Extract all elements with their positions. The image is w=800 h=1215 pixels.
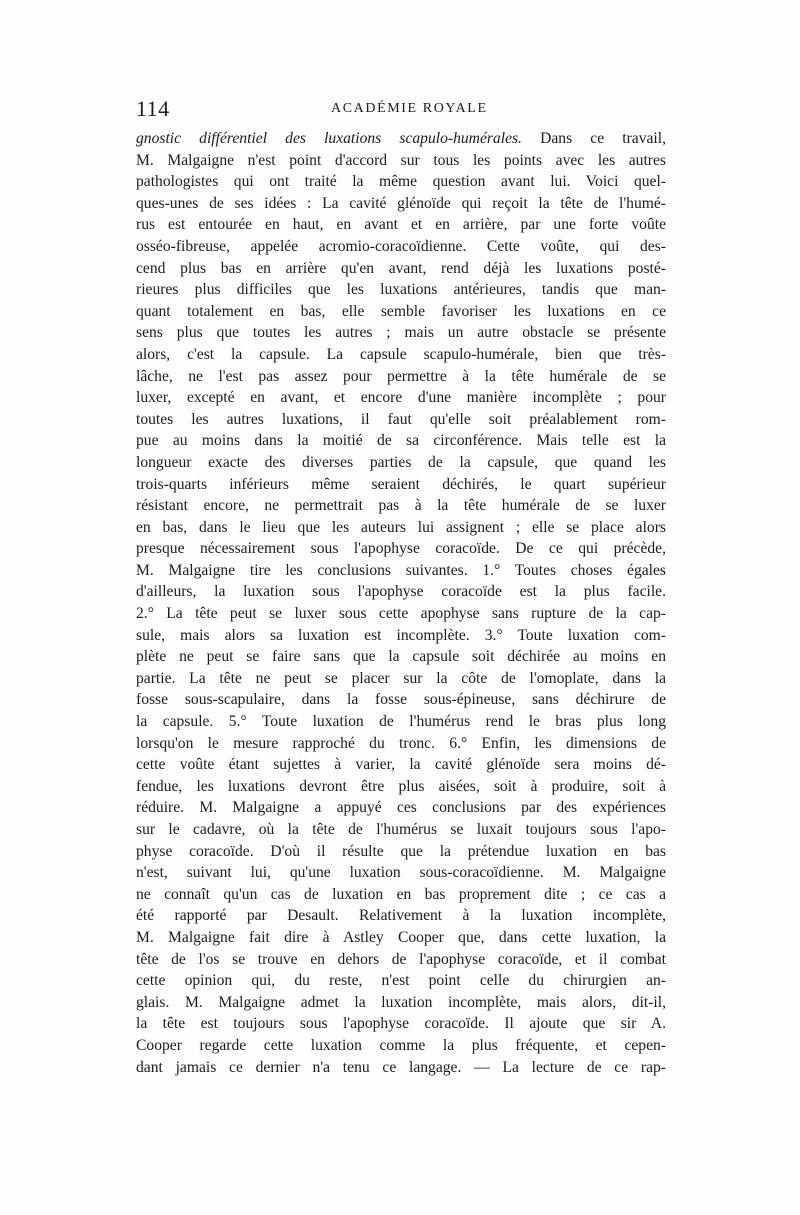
text-line-3: pathologistes qui ont traité la même question avant lui. Voici quel-: [136, 173, 666, 191]
page-number: 114: [136, 96, 170, 121]
text-line-40: cette opinion qui, du reste, n'est point celle du chirurgien an-: [136, 972, 666, 990]
text-line-34: physe coracoïde. D'où il résulte que la prétendue luxation en bas: [136, 842, 666, 860]
header-title: ACADÉMIE ROYALE: [331, 101, 488, 116]
text-line-21: M. Malgaigne tire les conclusions suivantes. 1.° Toutes choses égales: [136, 561, 666, 579]
text-line-18: résistant encore, ne permettrait pas à la tête humérale de se luxer: [136, 497, 666, 515]
text-line-8: rieures plus difficiles que les luxations antérieures, tandis que man-: [136, 281, 666, 299]
text-line-26: partie. La tête ne peut se placer sur la côte de l'omoplate, dans la: [136, 669, 666, 687]
text-line-7: cend plus bas en arrière qu'en avant, rend déjà les luxations posté-: [136, 259, 666, 277]
text-line-41: glais. M. Malgaigne admet la luxation incomplète, mais alors, dit-il,: [136, 993, 666, 1011]
text-line-22: d'ailleurs, la luxation sous l'apophyse coracoïde est la plus facile.: [136, 583, 666, 601]
text-line-6: osséo-fibreuse, appelée acromio-coracoïdienne. Cette voûte, qui des-: [136, 237, 666, 255]
text-line-27: fosse sous-scapulaire, dans la fosse sous-épineuse, sans déchirure de: [136, 691, 666, 709]
text-line-33: sur le cadavre, où la tête de l'humérus se luxait toujours sous l'apo-: [136, 821, 666, 838]
text-line-38: M. Malgaigne fait dire à Astley Cooper que, dans cette luxation, la: [136, 928, 666, 946]
italic-phrase: gnostic différentiel des luxations scapulo-humérales.: [136, 130, 522, 147]
text-line-31: fendue, les luxations devront être plus aisées, soit à produire, soit à: [136, 777, 666, 795]
text-line-4: ques-unes de ses idées : La cavité glénoïde qui reçoit la tête de l'humé-: [136, 194, 666, 212]
running-head: [136, 96, 660, 124]
text-line-30: cette voûte étant sujettes à varier, la cavité glénoïde sera moins dé-: [136, 756, 666, 774]
first-line-rest: Dans ce travail,: [521, 130, 666, 147]
text-line-44: dant jamais ce dernier n'a tenu ce langage. — La lecture de ce rap-: [136, 1058, 666, 1076]
text-line-15: pue au moins dans la moitié de sa circonférence. Mais telle est la: [136, 432, 666, 450]
text-line-17: trois-quarts inférieurs même seraient déchirés, le quart supérieur: [136, 475, 666, 493]
text-line-36: ne connaît qu'un cas de luxation en bas proprement dite ; ce cas a: [136, 885, 666, 903]
text-line-19: en bas, dans le lieu que les auteurs lui assignent ; elle se place alors: [136, 518, 666, 536]
text-line-20: presque nécessairement sous l'apophyse coracoïde. De ce qui précède,: [136, 540, 666, 558]
text-line-14: toutes les autres luxations, il faut qu'elle soit préalablement rom-: [136, 410, 666, 428]
text-line-37: été rapporté par Desault. Relativement à la luxation incomplète,: [136, 907, 666, 925]
text-line-23: 2.° La tête peut se luxer sous cette apophyse sans rupture de la cap-: [136, 605, 666, 623]
text-line-10: sens plus que toutes les autres ; mais un autre obstacle se présente: [136, 324, 666, 342]
text-line-1: [136, 128, 666, 150]
text-line-28: la capsule. 5.° Toute luxation de l'humérus rend le bras plus long: [136, 713, 666, 731]
text-line-24: sule, mais alors sa luxation est incomplète. 3.° Toute luxation com-: [136, 626, 666, 644]
text-line-29: lorsqu'on le mesure rapproché du tronc. 6.° Enfin, les dimensions de: [136, 734, 666, 752]
text-line-2: M. Malgaigne n'est point d'accord sur tous les points avec les autres: [136, 151, 666, 169]
text-line-13: luxer, excepté en avant, et encore d'une manière incomplète ; pour: [136, 389, 666, 407]
text-line-32: réduire. M. Malgaigne a appuyé ces conclusions par des expériences: [136, 799, 666, 817]
body-text: [136, 128, 666, 1078]
text-line-12: lâche, ne l'est pas assez pour permettre à la tête humérale de se: [136, 367, 666, 385]
text-line-5: rus est entourée en haut, en avant et en arrière, par une forte voûte: [136, 216, 666, 234]
text-line-35: n'est, suivant lui, qu'une luxation sous-coracoïdienne. M. Malgaigne: [136, 864, 666, 882]
text-line-42: la tête est toujours sous l'apophyse coracoïde. Il ajoute que sir A.: [136, 1015, 666, 1033]
text-line-39: tête de l'os se trouve en dehors de l'apophyse coracoïde, et il combat: [136, 950, 666, 968]
text-line-43: Cooper regarde cette luxation comme la plus fréquente, et cepen-: [136, 1036, 666, 1054]
text-line-25: plète ne peut se faire sans que la capsule soit déchirée au moins en: [136, 648, 666, 666]
text-line-11: alors, c'est la capsule. La capsule scapulo-humérale, bien que très-: [136, 345, 666, 363]
text-line-16: longueur exacte des diverses parties de la capsule, que quand les: [136, 453, 666, 471]
text-line-9: quant totalement en bas, elle semble favoriser les luxations en ce: [136, 302, 666, 320]
